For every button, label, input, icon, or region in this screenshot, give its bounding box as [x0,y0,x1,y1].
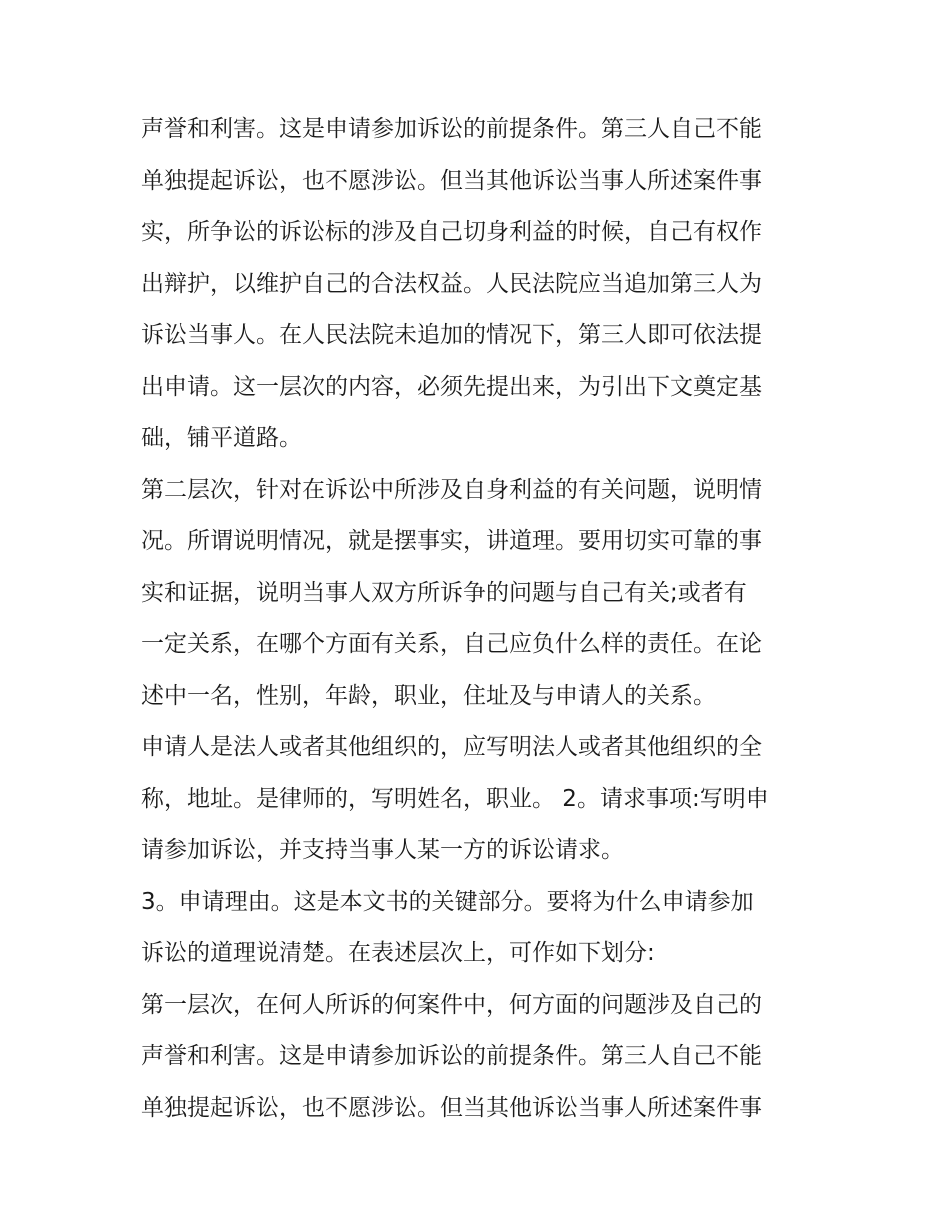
text-line-4: 出辩护，以维护自己的合法权益。人民法院应当追加第三人为 [141,270,762,297]
text-line-16: 3。申请理由。这是本文书的关键部分。要将为什么申请参加 [141,888,754,915]
text-line-12: 述中一名，性别，年龄，职业，住址及与申请人的关系。 [141,682,716,709]
text-line-13: 申请人是法人或者其他组织的，应写明法人或者其他组织的全 [141,734,762,760]
text-line-10: 实和证据，说明当事人双方所诉争的问题与自己有关;或者有 [141,579,747,606]
text-line-19: 声誉和利害。这是申请参加诉讼的前提条件。第三人自己不能 [141,1043,762,1069]
text-line-3: 实，所争讼的诉讼标的涉及自己切身利益的时候，自己有权作 [141,219,762,245]
text-line-7: 础，铺平道路。 [141,425,302,451]
text-line-2: 单独提起诉讼，也不愿涉讼。但当其他诉讼当事人所述案件事 [141,167,762,194]
text-line-11: 一定关系，在哪个方面有关系，自己应负什么样的责任。在论 [141,631,762,657]
text-line-18: 第一层次，在何人所诉的何案件中，何方面的问题涉及自己的 [141,991,762,1018]
text-line-5: 诉讼当事人。在人民法院未追加的情况下，第三人即可依法提 [141,322,762,348]
text-line-14: 称，地址。是律师的，写明姓名，职业。 2。请求事项:写明申 [141,785,769,812]
document-body [141,104,821,1134]
text-line-17: 诉讼的道理说清楚。在表述层次上，可作如下划分: [141,940,655,966]
text-line-20: 单独提起诉讼，也不愿涉讼。但当其他诉讼当事人所述案件事 [141,1094,762,1121]
text-line-9: 况。所谓说明情况，就是摆事实，讲道理。要用切实可靠的事 [141,528,762,554]
text-line-1: 声誉和利害。这是申请参加诉讼的前提条件。第三人自己不能 [141,116,762,142]
text-line-8: 第二层次，针对在诉讼中所涉及自身利益的有关问题，说明情 [141,476,762,503]
text-line-15: 请参加诉讼，并支持当事人某一方的诉讼请求。 [141,837,624,863]
text-line-6: 出申请。这一层次的内容，必须先提出来，为引出下文奠定基 [141,373,762,400]
